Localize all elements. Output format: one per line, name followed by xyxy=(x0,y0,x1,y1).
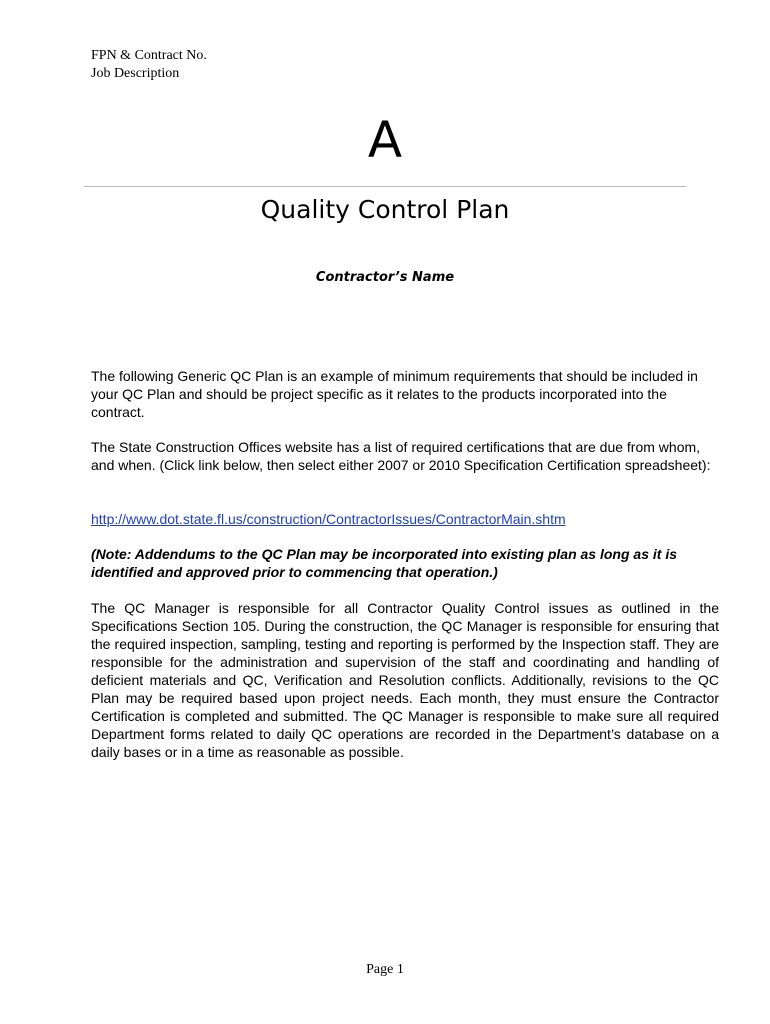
addendum-note: (Note: Addendums to the QC Plan may be incorporated into existing plan as long as it is identified and approved prior to commencing that operation.) xyxy=(91,546,677,580)
fpn-contract-label: FPN & Contract No. xyxy=(91,48,207,63)
page-title: Quality Control Plan xyxy=(260,195,510,224)
certifications-paragraph: The State Construction Offices website has a list of required certifications that are due from whom, and when. (Click link below, then select either 2007 or 2010 Specification Certification spreadsheet): xyxy=(91,439,711,473)
contractor-name: Contractor’s Name xyxy=(315,270,455,285)
intro-paragraph: The following Generic QC Plan is an example of minimum requirements that should be included in your QC Plan and should be project specific as it relates to the products incorporated into the contract. xyxy=(91,368,698,420)
document-header xyxy=(91,47,207,83)
job-description-label: Job Description xyxy=(91,66,180,81)
qc-manager-paragraph: The QC Manager is responsible for all Contractor Quality Control issues as outlined in the Specifications Section 105. During the construction, the QC Manager is responsible for ensuring that the required inspection, sampling, testing and reporting is performed by the Inspection staff. They are responsible for the administration and supervision of the staff and coordinating and handling of deficient materials and QC, Verification and Resolution conflicts. Additionally, revisions to the QC Plan may be required based upon project needs. Each month, they must ensure the Contractor Certification is completed and submitted. The QC Manager is responsible to make sure all required Department forms related to daily QC operations are recorded in the Department’s database on a daily bases or in a time as reasonable as possible. xyxy=(91,600,719,760)
page-number: Page 1 xyxy=(366,962,404,977)
contractor-issues-link[interactable]: http://www.dot.state.fl.us/construction/ContractorIssues/ContractorMain.shtm xyxy=(91,511,566,527)
section-letter: A xyxy=(367,111,403,169)
horizontal-divider xyxy=(84,186,686,187)
